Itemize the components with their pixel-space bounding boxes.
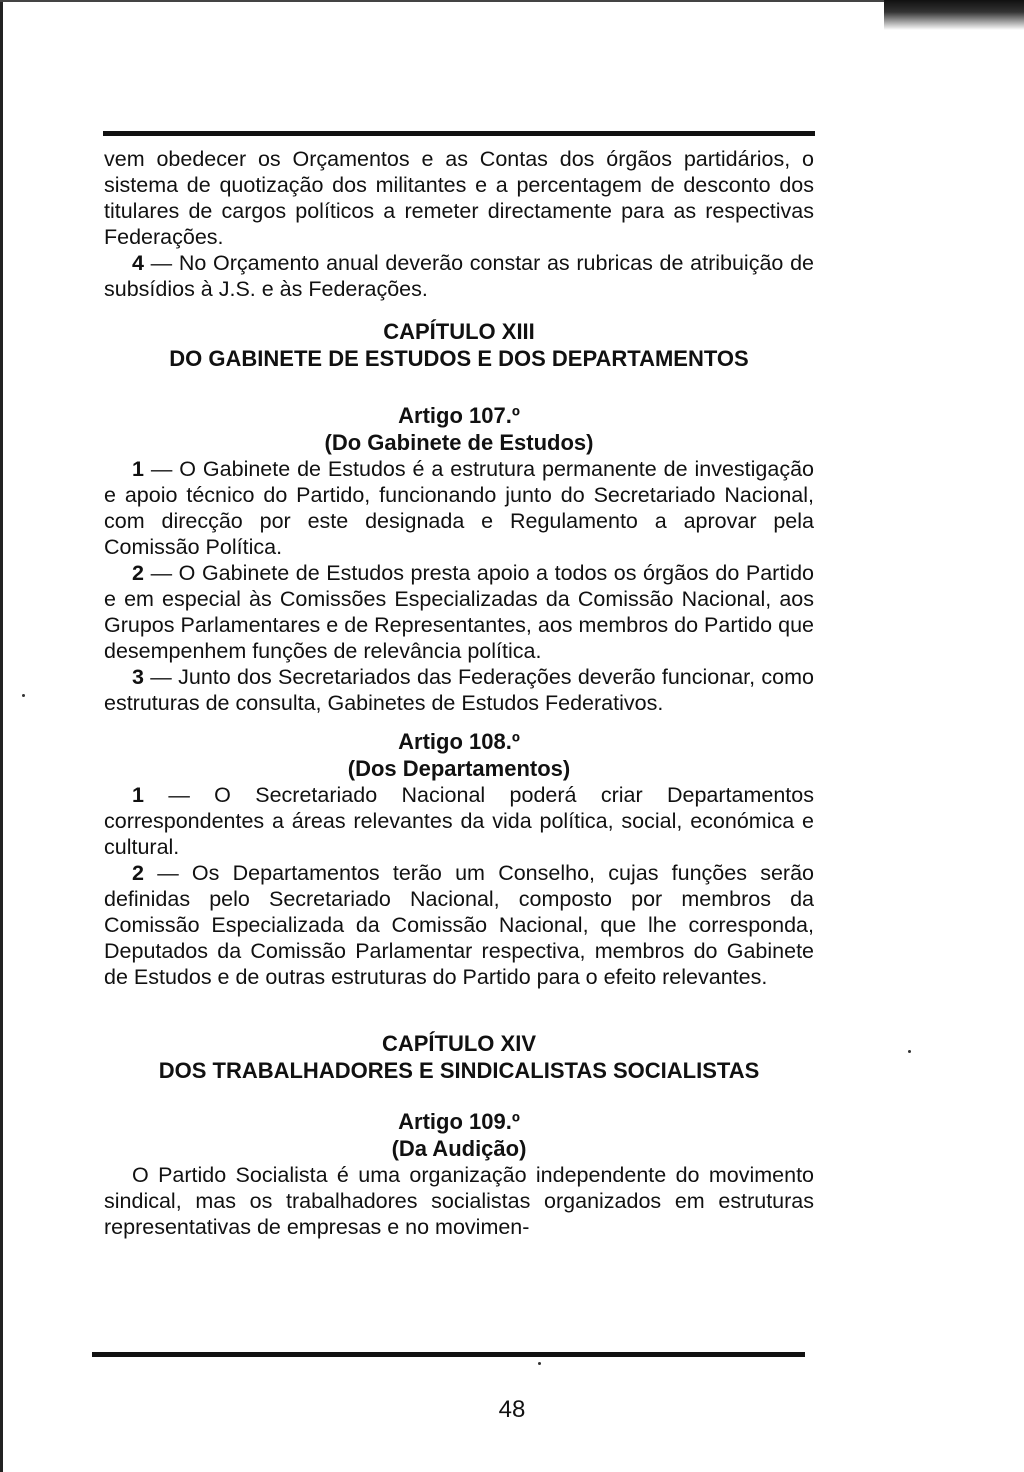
paragraph-text: — O Gabinete de Estudos presta apoio a todos os órgãos do Partido e em especial às Comissões Especializadas da Comissão Nacional, aos Grupos Parlamentares e de Representantes, aos membros do Partido que desempenhem funções de relevância política. xyxy=(104,561,814,663)
scan-left-edge xyxy=(0,0,3,1472)
article-109-label: Artigo 109.º xyxy=(398,1109,520,1134)
article-107-subtitle: (Do Gabinete de Estudos) xyxy=(324,430,594,455)
article-108-subtitle: (Dos Departamentos) xyxy=(347,756,571,781)
item-4-text: — No Orçamento anual deverão constar as rubricas de atribuição de subsídios à J.S. e às Federações. xyxy=(104,251,814,301)
scan-top-edge xyxy=(0,0,890,2)
article-109-subtitle: (Da Audição) xyxy=(391,1136,527,1161)
paragraph-number: 2 xyxy=(132,561,144,585)
article-108-paragraph-2 xyxy=(104,860,814,990)
chapter-13-label: CAPÍTULO XIII xyxy=(383,319,535,344)
chapter-14-label: CAPÍTULO XIV xyxy=(381,1031,536,1056)
paragraph-number: 3 xyxy=(132,665,144,689)
article-108-paragraph-1 xyxy=(104,782,814,860)
paragraph-text: — O Secretariado Nacional poderá criar Departamentos correspondentes a áreas relevantes da vida política, social, económica e cultural. xyxy=(104,783,814,859)
paragraph-text: — Junto dos Secretariados das Federações deverão funcionar, como estruturas de consulta, Gabinetes de Estudos Federativos. xyxy=(104,665,814,715)
article-107-label: Artigo 107.º xyxy=(398,403,520,428)
article-107-paragraph-3 xyxy=(104,664,814,716)
scan-speck xyxy=(538,1362,541,1365)
paragraph-number: 1 xyxy=(132,783,144,807)
bottom-rule xyxy=(92,1352,805,1357)
article-108-label: Artigo 108.º xyxy=(398,729,520,754)
item-4-number: 4 xyxy=(132,251,144,275)
scan-speck xyxy=(908,1050,911,1053)
continuation-paragraph: vem obedecer os Orçamentos e as Contas dos órgãos partidários, o sistema de quotização dos militantes e a percentagem de desconto dos titulares de cargos políticos a remeter directamente para as respectivas Federações. xyxy=(104,147,814,249)
paragraph-number: 1 xyxy=(132,457,144,481)
page-number: 48 xyxy=(498,1396,526,1423)
paragraph-text: — O Gabinete de Estudos é a estrutura permanente de investigação e apoio técnico do Partido, funcionando junto do Secretariado Nacional, com direcção por este designada e Regulamento a aprovar pela Comissão Política. xyxy=(104,457,814,559)
chapter-13-title: DO GABINETE DE ESTUDOS E DOS DEPARTAMENTOS xyxy=(169,346,749,371)
article-107-paragraph-2 xyxy=(104,560,814,664)
top-rule xyxy=(103,131,815,136)
page-body xyxy=(104,146,814,1240)
paragraph-number: 2 xyxy=(132,861,144,885)
paragraph-text: — Os Departamentos terão um Conselho, cujas funções serão definidas pelo Secretariado Nacional, composto por membros da Comissão Especializada da Comissão Nacional, que lhe corresponda, Deputados da Comissão Parlamentar respectiva, membros do Gabinete de Estudos e de outras estruturas do Partido para o efeito relevantes. xyxy=(104,861,814,989)
scan-speck xyxy=(22,694,25,697)
scan-corner-shadow xyxy=(884,0,1024,30)
article-107-paragraph-1 xyxy=(104,456,814,560)
chapter-14-title: DOS TRABALHADORES E SINDICALISTAS SOCIALISTAS xyxy=(158,1058,760,1083)
item-4-paragraph xyxy=(104,250,814,302)
article-109-paragraph-1: O Partido Socialista é uma organização independente do movimento sindical, mas os trabalhadores socialistas organizados em estruturas representativas de empresas e no movimen- xyxy=(104,1163,814,1239)
